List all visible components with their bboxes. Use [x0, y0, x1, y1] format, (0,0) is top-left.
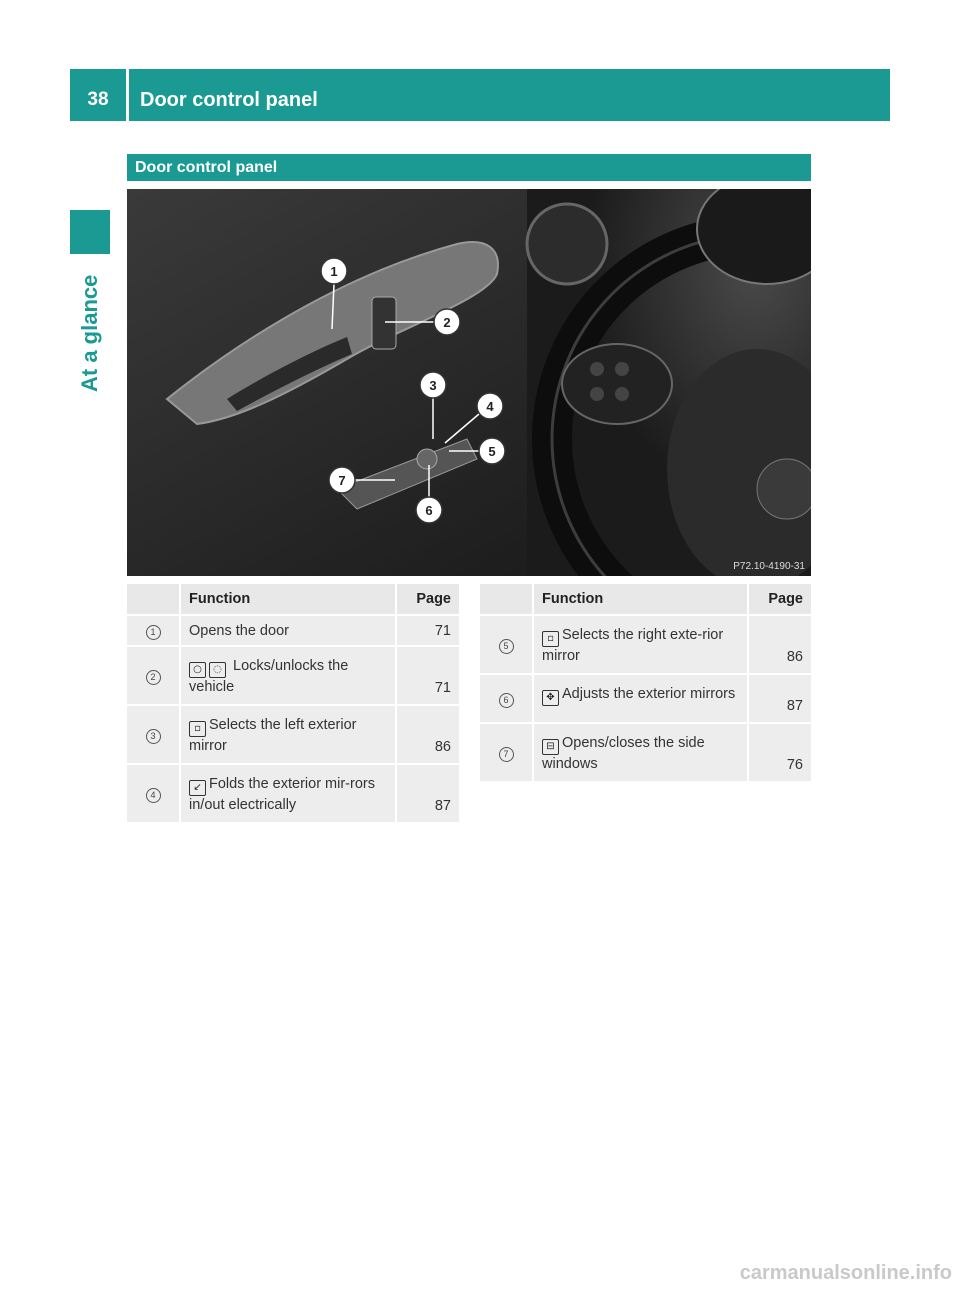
- row-number: 3: [146, 729, 161, 744]
- table-row: [480, 615, 811, 674]
- row-number: 2: [146, 670, 161, 685]
- air-vent: [527, 204, 607, 284]
- row-function: Folds the exterior mir-rors in/out electrically: [189, 776, 375, 813]
- row-function: Opens the door: [189, 622, 289, 639]
- row-page: 87: [748, 674, 811, 723]
- row-number: 1: [146, 625, 161, 640]
- watermark: carmanualsonline.info: [739, 1262, 952, 1284]
- table-row: [480, 674, 811, 723]
- table-header-num: [480, 584, 533, 615]
- mirror-adjust-knob: [417, 449, 437, 469]
- table-row: [127, 764, 459, 823]
- callout-5-label: 5: [488, 444, 496, 459]
- section-title: Door control panel: [135, 159, 278, 176]
- table-row: [127, 646, 459, 705]
- table-header-function: Function: [533, 584, 748, 615]
- table-row: [480, 723, 811, 782]
- callout-1-label: 1: [330, 264, 338, 279]
- row-number: 7: [499, 747, 514, 762]
- row-page: 86: [748, 615, 811, 674]
- steering-logo: [757, 459, 811, 519]
- row-number: 4: [146, 788, 161, 803]
- callout-2-label: 2: [443, 315, 451, 330]
- row-page: 71: [396, 646, 459, 705]
- callout-7-label: 7: [338, 473, 346, 488]
- function-table-left: [127, 584, 459, 824]
- row-number: 6: [499, 693, 514, 708]
- header-divider: [126, 69, 129, 121]
- table-header-function: Function: [180, 584, 396, 615]
- table-row: [127, 705, 459, 764]
- row-page: 76: [748, 723, 811, 782]
- page-number: 38: [87, 89, 109, 110]
- table-header-page: Page: [748, 584, 811, 615]
- table-header-num: [127, 584, 180, 615]
- side-tab-label: At a glance: [77, 274, 102, 392]
- page-title: Door control panel: [140, 89, 318, 111]
- side-tab-block: [70, 210, 110, 254]
- table-row: [127, 615, 459, 646]
- table-header-page: Page: [396, 584, 459, 615]
- steering-controls: [562, 344, 672, 424]
- callout-4-label: 4: [486, 399, 494, 414]
- row-function: Selects the right exte-rior mirror: [542, 627, 724, 664]
- row-page: 86: [396, 705, 459, 764]
- row-function: Locks/unlocks the vehicle: [189, 658, 349, 695]
- lock-icon: ○: [189, 662, 206, 678]
- row-function: Opens/closes the side windows: [542, 735, 705, 772]
- row-number: 5: [499, 639, 514, 654]
- lock-switch: [372, 297, 396, 349]
- side-window-icon: ⊟: [542, 739, 559, 755]
- left-mirror-icon: ▫: [189, 721, 206, 737]
- right-mirror-icon: ▫: [542, 631, 559, 647]
- callout-6-label: 6: [425, 503, 433, 518]
- unlock-icon: ◌: [209, 662, 226, 678]
- row-page: 87: [396, 764, 459, 823]
- function-table-right: [480, 584, 811, 783]
- row-page: 71: [396, 615, 459, 646]
- door-panel-photo: [127, 189, 811, 576]
- mirror-fold-icon: ↙: [189, 780, 206, 796]
- figure-code: P72.10-4190-31: [733, 561, 805, 572]
- row-function: Selects the left exterior mirror: [189, 717, 357, 754]
- callout-3-label: 3: [429, 378, 437, 393]
- row-function: Adjusts the exterior mirrors: [562, 686, 736, 702]
- mirror-adjust-icon: ✥: [542, 690, 559, 706]
